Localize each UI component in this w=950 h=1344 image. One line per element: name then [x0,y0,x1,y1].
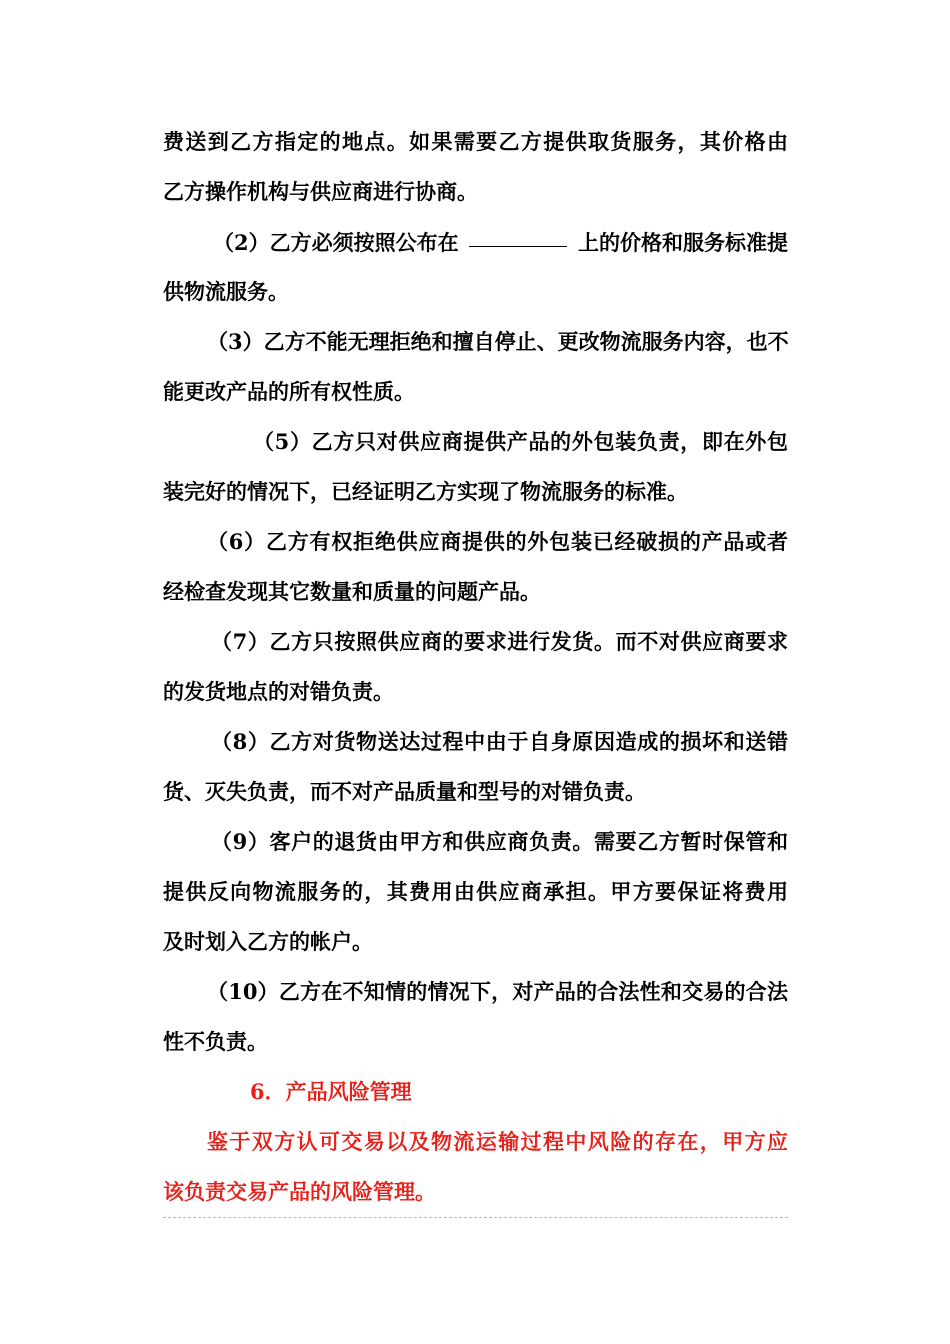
paragraph-line: 经检查发现其它数量和质量的问题产品。 [163,579,541,604]
section-heading: 6．产品风险管理 [250,1079,412,1104]
paragraph-line: （5）乙方只对供应商提供产品的外包装负责，即在外包 [253,429,788,454]
paragraph-line: 费送到乙方指定的地点。如果需要乙方提供取货服务，其价格由 [163,129,788,154]
paragraph-line: 鉴于双方认可交易以及物流运输过程中风险的存在，甲方应 [207,1129,788,1154]
paragraph-line: 的发货地点的对错负责。 [163,679,394,704]
paragraph-line: （3）乙方不能无理拒绝和擅自停止、更改物流服务内容，也不 [207,329,789,354]
paragraph-line: 装完好的情况下，已经证明乙方实现了物流服务的标准。 [163,479,688,504]
paragraph-text: 上的价格和服务标准提 [578,230,788,255]
page-divider [163,1217,788,1218]
paragraph-line: 供物流服务。 [163,279,289,304]
paragraph-line: 能更改产品的所有权性质。 [163,379,415,404]
paragraph-line: （7）乙方只按照供应商的要求进行发货。而不对供应商要求 [211,629,789,654]
paragraph-text: （2）乙方必须按照公布在 [213,230,459,255]
paragraph-line: 提供反向物流服务的，其费用由供应商承担。甲方要保证将费用 [163,879,788,904]
paragraph-line-with-blank [213,228,788,258]
paragraph-line: （10）乙方在不知情的情况下，对产品的合法性和交易的合法 [207,979,788,1004]
paragraph-line: （6）乙方有权拒绝供应商提供的外包装已经破损的产品或者 [207,529,789,554]
paragraph-line: 乙方操作机构与供应商进行协商。 [163,179,478,204]
paragraph-line: 货、灭失负责，而不对产品质量和型号的对错负责。 [163,779,646,804]
paragraph-line: （8）乙方对货物送达过程中由于自身原因造成的损坏和送错 [211,729,789,754]
paragraph-line: 该负责交易产品的风险管理。 [163,1179,436,1204]
paragraph-line: 性不负责。 [163,1029,268,1054]
fill-in-blank [469,228,567,247]
paragraph-line: 及时划入乙方的帐户。 [163,929,373,954]
paragraph-line: （9）客户的退货由甲方和供应商负责。需要乙方暂时保管和 [211,829,789,854]
